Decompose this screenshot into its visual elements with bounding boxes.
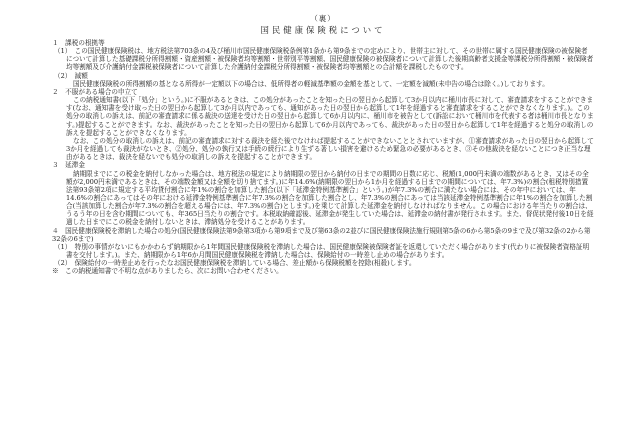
section-item: （1） 特別の事情がないにもかかわらず納期限から1年間国民健康保険税を滞納した場合は、国民健康保険被保険者証を返還していただく場合があります(代わりに被保険者資格証明書を交付します。)。また、納期限から1年6か月間国民健康保険税を滞納した場合は、保険給付の一時差し止めの場合があります。 (54, 242, 590, 260)
section-heading: ４ 国民健康保険税を滞納した場合の処分(国民健康保険法第9条第3項から第9項まで及び第63条の2並びに国民健康保険法施行規則第5条の6から第5条の9まで及び第32条の2から第32条の6まで) (52, 226, 591, 243)
section-heading: ２ 不服がある場合の申立て (52, 87, 138, 96)
section-item: （1） この国民健康保険税は、地方税法第703条の4及び桶川市国民健康保険税条例第1条から第9条までの定めにより、世帯主に対して、その世帯に属する国民健康保険の被保険者について計算した基礎課税分所得割額・資産割額・被保険者均等割額・世帯別平等割額、国民健康保険の被保険者について計算した後期高齢者支援金等課税分所得割額・被保険者均等割額及び介護納付金課税被保険者について計算した介護納付金課税分所得割額・被保険者均等割額との合計額を課税したものです。 (54, 47, 594, 72)
footnote: ※ この納税通知書で不明な点がありましたら、次にお問い合わせください。 (52, 267, 283, 276)
section-late-fee (52, 161, 594, 226)
section-item: 国民健康保険税の所得割額の基となる所得が一定額以下の場合は、低所得者の軽減基準額の金額を基として、一定額を減額(未申告の場合は除く。)しております。 (73, 79, 549, 88)
section-item: 納期限までにこの税金を納付しなかった場合は、地方税法の規定により納期限の翌日から納付の日までの期間の日数に応じ、税額(1,000円未満の端数があるとき、又はその全額が2,000円未満であるときは、その端数金額又は全額を切り捨てます。)に年14.6%(納期限の翌日から1か月を経過する日までの期間については、年7.3%)の割合(租税特別措置法第93条第2項に規定する平均貸付割合に年1%の割合を加算した割合(以下「延滞金特例基準割合」という。)が年7.3%の割合に満たない場合には、その年中においては、年14.6%の割合にあってはその年における延滞金特例基準割合に年7.3%の割合を加算した割合とし、年7.3%の割合にあっては当該延滞金特例基準割合に年1%の割合を加算した割合(当該加算した割合が年7.3%の割合を超える場合には、年7.3%の割合)とします。)を乗じて計算した延滞金を納付しなければなりません。この場合における年当たりの割合は、うるう年の日を含む期間についても、年365日当たりの割合です。本税取納確認後、延滞金が発生していた場合は、延滞金の納付書が発行されます。また、督促状発付後10日を経過した日までにこの税金を納付しないときは、滞納処分を受けることがあります。 (66, 169, 594, 227)
section-appeal (52, 88, 594, 161)
section-item: この納税通知書(以下「処分」という。)に不服があるときは、この処分があったことを知った日の翌日から起算して3か月以内に桶川市長に対して、審査請求をすることができます(なお、通知書を受け取った日の翌日から起算して3か月以内であっても、通知があった日の翌日から起算して1年を経過すると審査請求をすることができなくなります。)。この処分の取消しの訴えは、前記の審査請求に係る裁決の送達を受けた日の翌日から起算して6か月以内に、桶川市を被告として(訴訟において桶川市を代表する者は桶川市長となります。)提起することができます。なお、裁決があったことを知った日の翌日から起算して6か月以内であっても、裁決があった日の翌日から起算して1年を経過すると処分の取消しの訴えを提起することができなくなります。 (66, 96, 594, 137)
back-side-label: （裏） (310, 14, 336, 23)
section-item: （2） 減額 (54, 71, 88, 80)
section-item: （2） 保険給付の一時差止めを行ったなお国民健康保険税を滞納している場合、差止額から保険税額を控除(相殺)します。 (54, 259, 416, 268)
section-taxation-basis (52, 39, 594, 88)
section-item: なお、この処分の取消しの訴えは、前記の審査請求に対する裁決を経た後でなければ提起することができないこととされていますが、①審査請求があった日の翌日から起算して3か月を経過しても裁決がないとき、②処分、処分の執行又は手続の続行により生ずる著しい損害を避けるため緊急の必要があるとき、③その他裁決を経ないことにつき正当な理由があるときは、裁決を経ないでも処分の取消しの訴えを提起することができます。 (66, 136, 594, 162)
section-delinquency (52, 227, 594, 268)
page-title: 国民健康保険税について (260, 25, 386, 35)
section-heading: ３ 延滞金 (52, 161, 85, 170)
section-heading: １ 課税の根拠等 (52, 39, 105, 47)
